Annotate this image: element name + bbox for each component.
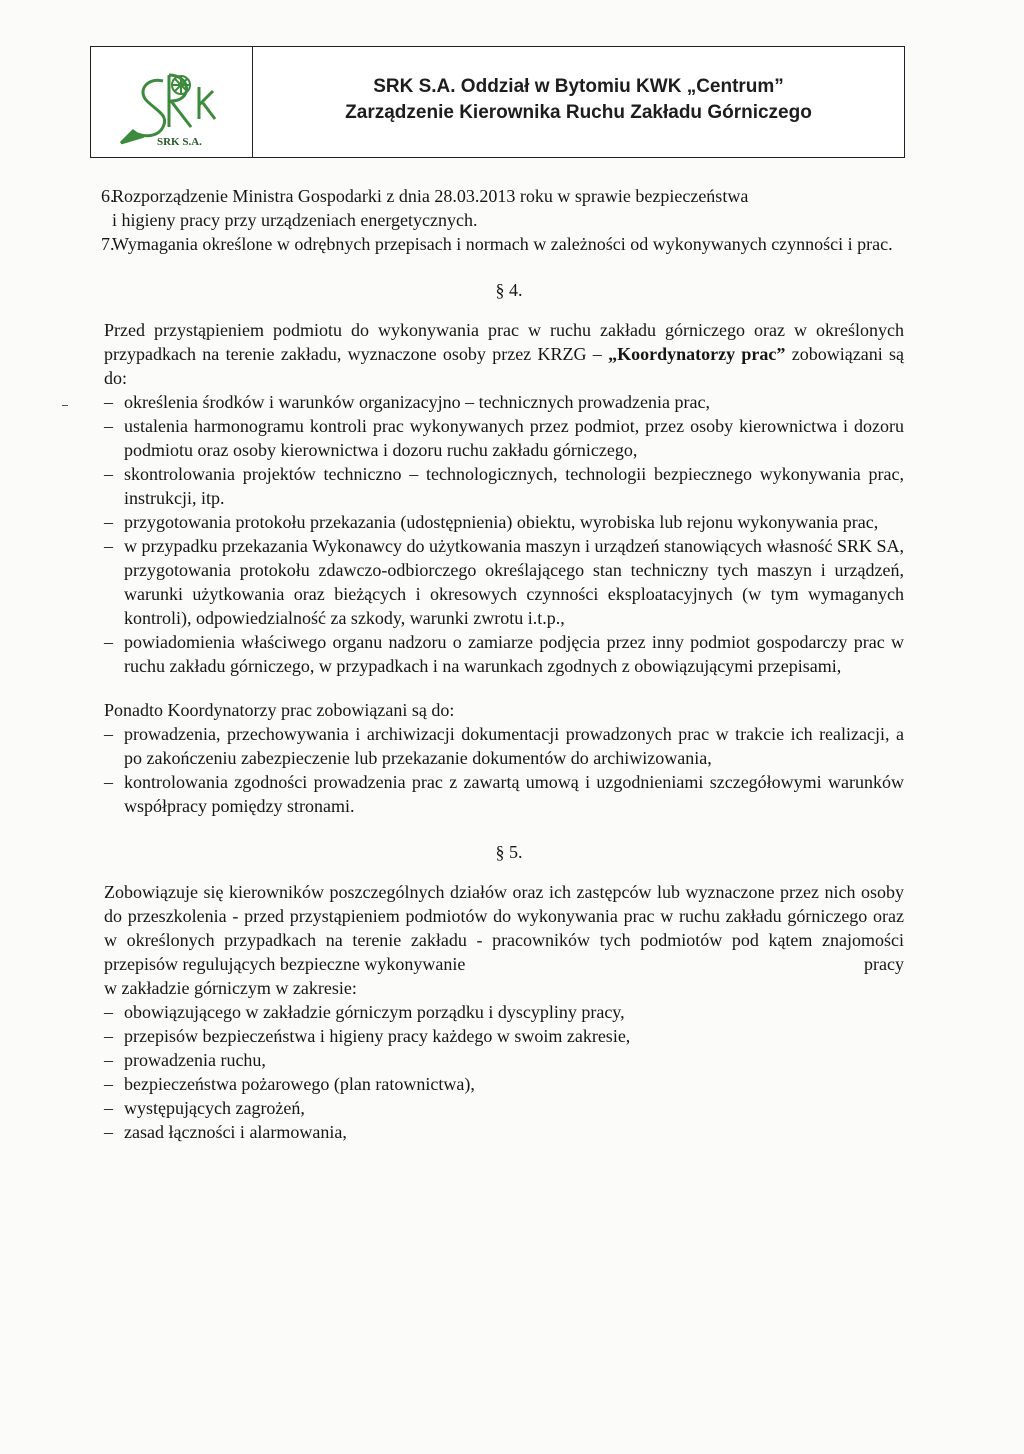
section4-intro-end: zobowiązani są do: [104,344,905,388]
section4-intro-bold: „Koordynatorzy prac” [608,344,786,364]
list-item: – prowadzenia ruchu, [104,1048,904,1072]
logo-cell [91,47,253,157]
section4-list [104,390,904,678]
section4-intro-text: Przed przystąpieniem podmiotu do wykonywania prac w ruchu zakładu górniczego oraz w określonych przypadkach na terenie zakładu, wyznaczone osoby przez KRZG – [104,320,904,364]
section-heading-4: § 4. [495,280,523,300]
item-text-continued: i higieny pracy przy urządzeniach energetycznych. [112,210,478,230]
header-title [253,74,904,126]
section-heading-5: § 5. [495,842,523,862]
section5-intro-continued: w zakładzie górniczym w zakresie: [104,978,357,998]
list-item: – zasad łączności i alarmowania, [104,1120,904,1144]
section5-list [104,1000,904,1144]
section5-intro [104,880,904,976]
list-item: – występujących zagrożeń, [104,1096,904,1120]
list-item: – określenia środków i warunków organizacyjno – technicznych prowadzenia prac, [104,390,904,414]
list-item: – w przypadku przekazania Wykonawcy do użytkowania maszyn i urządzeń stanowiących własność SRK SA, przygotowania protokołu zdawczo-odbiorczego określającego stan techniczny tych maszyn i urządzeń, warunki użytkowania oraz bieżących i okresowych czynności eksploatacyjnych (w tym wymaganych kontroli), odpowiedzialność za szkody, warunki zwrotu i.t.p., [104,534,904,630]
section5-intro-word: pracy [864,954,904,974]
numbered-item [84,232,904,256]
srk-logo-icon [111,61,233,149]
margin-mark [62,405,68,406]
list-item: – ustalenia harmonogramu kontroli prac wykonywanych przez podmiot, przez osoby kierownictwa i dozoru podmiotu oraz osoby kierownictwa i dozoru ruchu zakładu górniczego, [104,414,904,462]
list-item: – bezpieczeństwa pożarowego (plan ratownictwa), [104,1072,904,1096]
header-title-line1: SRK S.A. Oddział w Bytomiu KWK „Centrum” [373,76,784,97]
list-item: – skontrolowania projektów techniczno – technologicznych, technologii bezpiecznego wykonywania prac, instrukcji, itp. [104,462,904,510]
list-item: – kontrolowania zgodności prowadzenia prac z zawartą umową i uzgodnieniami szczegółowymi warunków współpracy pomiędzy stronami. [104,770,904,818]
list-item: – powiadomienia właściwego organu nadzoru o zamiarze podjęcia przez inny podmiot gospodarczy prac w ruchu zakładu górniczego, w przypadkach i na warunkach zgodnych z obowiązującymi przepisami, [104,630,904,678]
list-item: – obowiązującego w zakładzie górniczym porządku i dyscypliny pracy, [104,1000,904,1024]
section5-intro-text: Zobowiązuje się kierowników poszczególnych działów oraz ich zastępców lub wyznaczone przez nich osoby do przeszkolenia - przed przystąpieniem podmiotów do wykonywania prac w ruchu zakładu górniczego oraz w określonych przypadkach na terenie zakładu - pracowników tych podmiotów pod kątem znajomości przepisów regulujących bezpieczne wykonywanie [104,882,904,974]
list-item: – przepisów bezpieczeństwa i higieny pracy każdego w swoim zakresie, [104,1024,904,1048]
header-title-line2: Zarządzenie Kierownika Ruchu Zakładu Górniczego [345,102,812,123]
section4-additional-list [104,722,904,818]
item-number: 6. [101,186,115,206]
section4-additional-intro: Ponadto Koordynatorzy prac zobowiązani są do: [104,700,455,720]
item-text: Rozporządzenie Ministra Gospodarki z dnia 28.03.2013 roku w sprawie bezpieczeństwa [112,186,749,206]
item-text: Wymagania określone w odrębnych przepisach i normach w zależności od wykonywanych czynności i prac. [112,234,893,254]
item-number: 7. [101,234,115,254]
numbered-item [84,184,904,232]
list-item: – przygotowania protokołu przekazania (udostępnienia) obiektu, wyrobiska lub rejonu wykonywania prac, [104,510,904,534]
document-body [101,184,905,1144]
document-header [90,46,905,158]
section4-intro [104,318,904,390]
list-item: – prowadzenia, przechowywania i archiwizacji dokumentacji prowadzonych prac w trakcie ich realizacji, a po zakończeniu zabezpieczenie lub przekazanie dokumentów do archiwizowania, [104,722,904,770]
logo-text: SRK S.A. [157,136,202,148]
